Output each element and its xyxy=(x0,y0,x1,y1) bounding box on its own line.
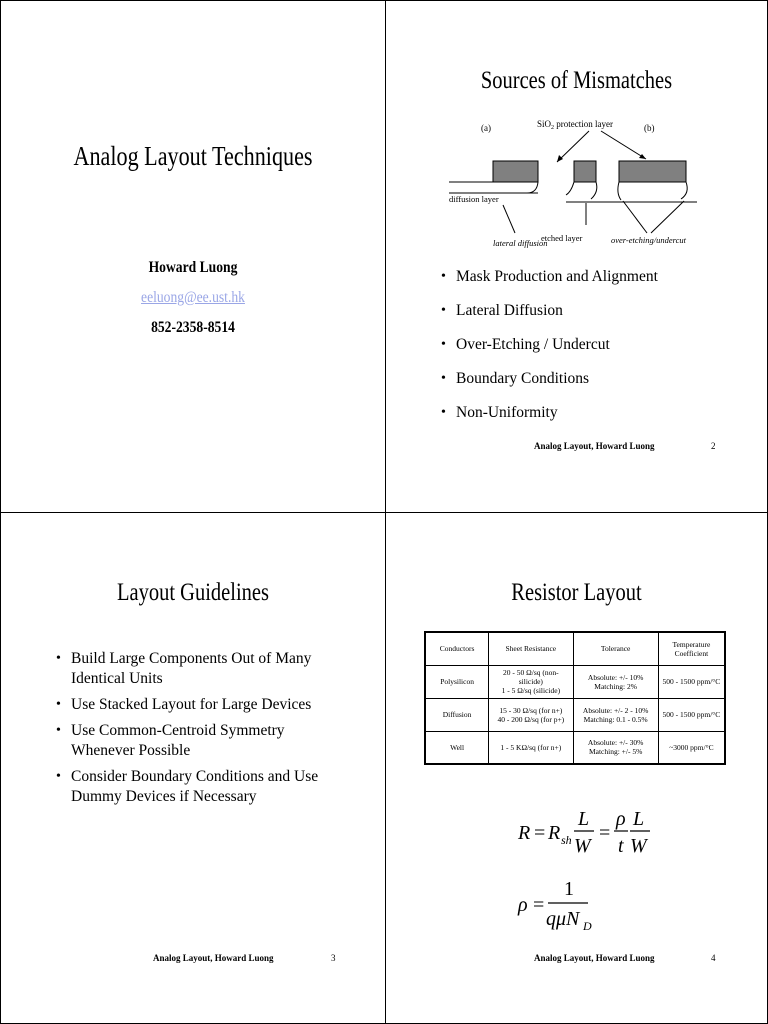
bullet-item: • Over-Etching / Undercut xyxy=(441,335,658,355)
slide-1 xyxy=(0,0,386,513)
slide-2-title: Sources of Mismatches xyxy=(480,67,673,94)
table-cell: Absolute: +/- 10% Matching: 2% xyxy=(573,665,658,698)
svg-text:=: = xyxy=(533,894,545,916)
mismatch-figure xyxy=(441,113,761,253)
slide-3-page-number: 3 xyxy=(331,953,336,963)
sio2-label: SiO$_2$ protection layer xyxy=(537,119,613,131)
svg-text:1: 1 xyxy=(564,878,574,900)
bullet-item: • Consider Boundary Conditions and Use Dummy Devices if Necessary xyxy=(56,767,341,807)
resistivity-equation xyxy=(506,873,626,943)
resistance-equation xyxy=(506,803,666,863)
slide-2-footer: Analog Layout, Howard Luong xyxy=(534,441,655,451)
svg-text:L: L xyxy=(578,808,590,830)
slide-4-title: Resistor Layout xyxy=(511,579,642,606)
table-row xyxy=(425,731,725,764)
diffusion-layer-label: diffusion layer xyxy=(449,194,499,204)
slide-1-title: Analog Layout Techniques xyxy=(73,141,313,171)
svg-text:ρ: ρ xyxy=(616,808,626,830)
svg-text:R: R xyxy=(548,822,561,844)
svg-text:D: D xyxy=(583,919,592,933)
table-cell: 1 - 5 KΩ/sq (for n+) xyxy=(489,731,573,764)
bullet-item: • Mask Production and Alignment xyxy=(441,267,658,287)
etched-layer-label: etched layer xyxy=(541,233,583,243)
slide-4-page-number: 4 xyxy=(711,953,716,963)
table-cell: 500 - 1500 ppm/°C xyxy=(658,665,725,698)
table-cell: 20 - 50 Ω/sq (non-silicide) 1 - 5 Ω/sq (silicide) xyxy=(489,665,573,698)
svg-text:t: t xyxy=(618,835,624,857)
author-name: Howard Luong xyxy=(148,259,238,276)
table-cell: 15 - 30 Ω/sq (for n+) 40 - 200 Ω/sq (for p+) xyxy=(489,698,573,731)
bullet-item: • Boundary Conditions xyxy=(441,369,658,389)
figure-label-b: (b) xyxy=(644,123,655,133)
lateral-diffusion-label: lateral diffusion xyxy=(493,238,548,248)
over-etching-label: over-etching/undercut xyxy=(611,235,687,245)
slide-2-bullets xyxy=(441,267,658,423)
protection-block-a xyxy=(493,161,538,182)
svg-text:W: W xyxy=(630,835,647,857)
table-cell: Absolute: +/- 2 - 10% Matching: 0.1 - 0.5% xyxy=(573,698,658,731)
svg-text:R: R xyxy=(518,822,531,844)
table-header-row xyxy=(425,632,725,665)
table-header-cell: Temperature Coefficient xyxy=(658,632,725,665)
table-header-cell: Conductors xyxy=(425,632,489,665)
table-header-cell: Tolerance xyxy=(573,632,658,665)
bullet-item: • Build Large Components Out of Many Identical Units xyxy=(56,649,341,689)
author-phone: 852-2358-8514 xyxy=(151,319,235,336)
slide-3-footer: Analog Layout, Howard Luong xyxy=(153,953,274,963)
slide-3-bullets xyxy=(56,649,341,807)
slide-3 xyxy=(0,512,386,1024)
svg-text:L: L xyxy=(633,808,645,830)
bullet-item: • Use Stacked Layout for Large Devices xyxy=(56,695,341,715)
slide-4 xyxy=(385,512,768,1024)
slide-2-page-number: 2 xyxy=(711,441,716,451)
table-cell: Diffusion xyxy=(425,698,489,731)
protection-block-b2 xyxy=(619,161,686,182)
svg-text:qμN: qμN xyxy=(546,908,580,930)
bullet-item: • Non-Uniformity xyxy=(441,403,658,423)
slide-4-footer: Analog Layout, Howard Luong xyxy=(534,953,655,963)
table-cell: Polysilicon xyxy=(425,665,489,698)
table-cell: 500 - 1500 ppm/°C xyxy=(658,698,725,731)
table-cell: Well xyxy=(425,731,489,764)
slide-2 xyxy=(385,0,768,513)
table-cell: Absolute: +/- 30% Matching: +/- 5% xyxy=(573,731,658,764)
svg-text:sh: sh xyxy=(561,833,572,847)
svg-text:=: = xyxy=(534,822,546,844)
table-row xyxy=(425,665,725,698)
table-row xyxy=(425,698,725,731)
slide-3-title: Layout Guidelines xyxy=(116,579,270,606)
bullet-item: • Use Common-Centroid Symmetry Whenever Possible xyxy=(56,721,341,761)
svg-text:=: = xyxy=(599,822,611,844)
figure-label-a: (a) xyxy=(481,123,491,133)
diffusion-curve xyxy=(527,182,538,193)
table-cell: ~3000 ppm/°C xyxy=(658,731,725,764)
bullet-item: • Lateral Diffusion xyxy=(441,301,658,321)
table-header-cell: Sheet Resistance xyxy=(489,632,573,665)
author-email-link[interactable]: eeluong@ee.ust.hk xyxy=(141,289,245,306)
svg-text:W: W xyxy=(574,835,591,857)
svg-text:ρ: ρ xyxy=(518,894,528,916)
protection-block-b1 xyxy=(574,161,596,182)
resistor-table xyxy=(424,631,726,765)
